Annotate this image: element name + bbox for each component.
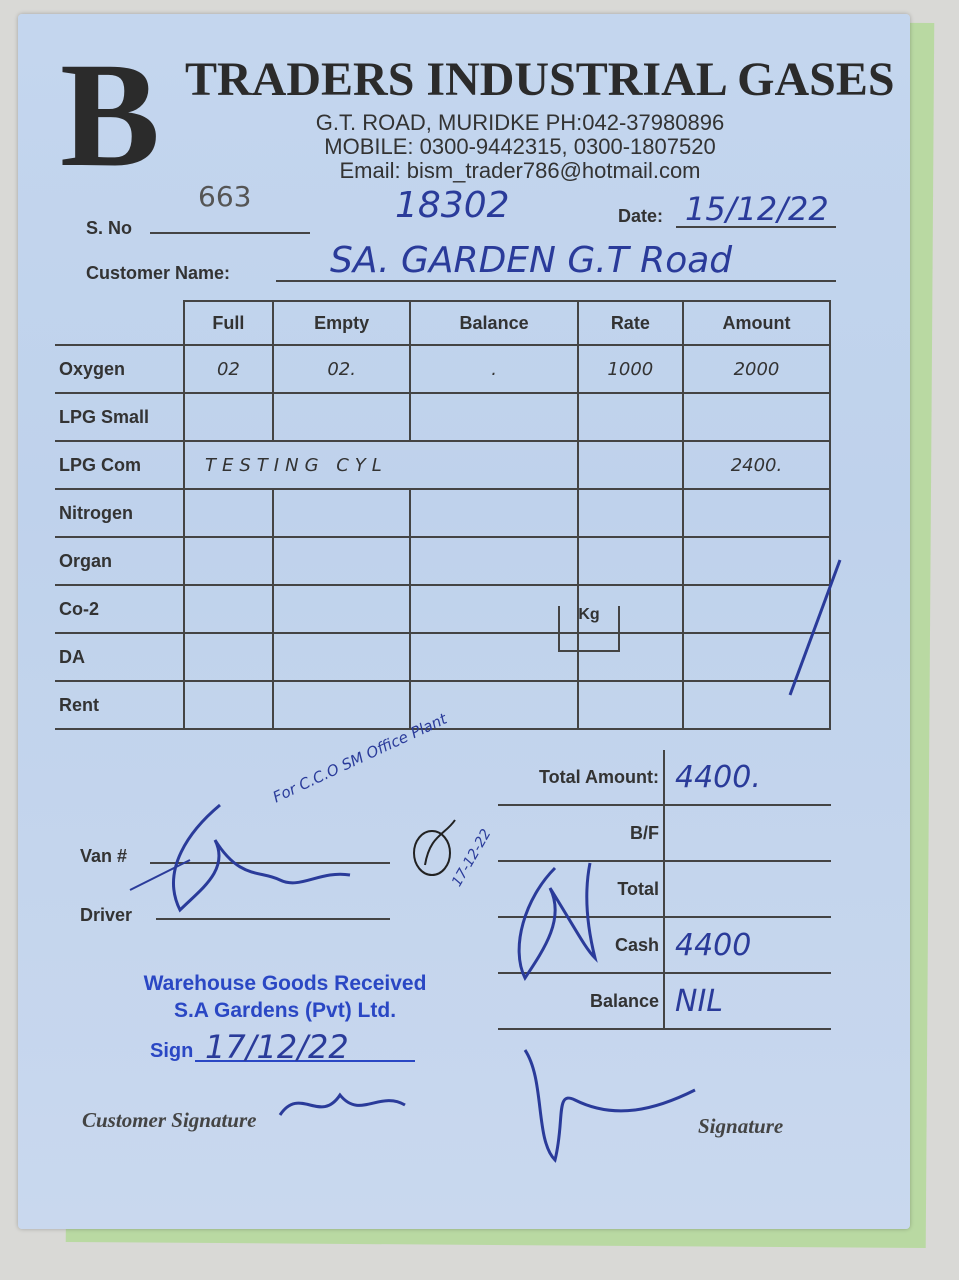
total-value — [664, 861, 831, 917]
gas-name: LPG Com — [55, 441, 184, 489]
total-amount-value: 4400. — [664, 750, 831, 805]
initial-signature — [410, 815, 470, 885]
cash-value: 4400 — [664, 917, 831, 973]
table-row — [55, 633, 830, 681]
rate-value — [578, 393, 683, 441]
full-value — [184, 633, 273, 681]
gas-name: Rent — [55, 681, 184, 729]
strike-mark — [780, 555, 850, 705]
table-row — [55, 441, 830, 489]
empty-value — [273, 489, 411, 537]
gas-name: Organ — [55, 537, 184, 585]
full-value — [184, 681, 273, 729]
bf-value — [664, 805, 831, 861]
total-amount-row — [498, 750, 831, 805]
table-row — [55, 393, 830, 441]
stamp-sign-label: Sign — [150, 1040, 194, 1062]
signature-label: Signature — [698, 1114, 784, 1138]
company-signature — [515, 1040, 715, 1170]
stamp-line2: S.A Gardens (Pvt) Ltd. — [173, 999, 397, 1022]
company-name: TRADERS INDUSTRIAL GASES — [185, 53, 895, 106]
customer-urdu-signature — [270, 1075, 420, 1135]
empty-value — [273, 585, 411, 633]
balance-value — [410, 585, 577, 633]
empty-value — [273, 537, 411, 585]
full-value — [184, 537, 273, 585]
header-corner — [55, 301, 184, 345]
office-note: For C.C.O SM Office Plant — [270, 709, 450, 807]
sno-line — [150, 232, 310, 234]
testing-note: TESTING CYL — [184, 441, 578, 489]
gas-name: Oxygen — [55, 345, 184, 393]
cash-label: Cash — [498, 917, 664, 973]
total-amount-label: Total Amount: — [498, 750, 664, 805]
balance-value — [410, 393, 577, 441]
company-email: Email: bism_trader786@hotmail.com — [339, 158, 701, 183]
balance-value: . — [410, 345, 577, 393]
rate-value — [578, 441, 683, 489]
empty-value: 02. — [273, 345, 411, 393]
full-value — [184, 585, 273, 633]
date-label: Date: — [618, 206, 664, 226]
logo-letter: B — [60, 32, 161, 198]
stamp-line1: Warehouse Goods Received — [143, 972, 427, 995]
header-full: Full — [184, 301, 273, 345]
receiver-signature — [505, 858, 605, 988]
table-row — [55, 585, 830, 633]
header-balance: Balance — [410, 301, 577, 345]
bf-row — [498, 805, 831, 861]
gas-table — [55, 300, 831, 730]
amount-value: 2400. — [683, 441, 830, 489]
gas-name: DA — [55, 633, 184, 681]
van-label: Van # — [80, 846, 128, 866]
warehouse-stamp — [125, 970, 445, 1024]
empty-value — [273, 681, 411, 729]
rate-value — [578, 489, 683, 537]
date-value: 15/12/22 — [685, 190, 829, 228]
full-value — [184, 489, 273, 537]
balance-value — [410, 537, 577, 585]
gas-name: LPG Small — [55, 393, 184, 441]
table-row — [55, 489, 830, 537]
table-row — [55, 537, 830, 585]
rate-value: 1000 — [578, 345, 683, 393]
balance-value — [410, 489, 577, 537]
full-value — [184, 393, 273, 441]
table-row — [55, 345, 830, 393]
full-value: 02 — [184, 345, 273, 393]
company-address: G.T. ROAD, MURIDKE PH:042-37980896 — [315, 110, 725, 135]
balance-value: NIL — [664, 973, 831, 1029]
customer-signature-label: Customer Signature — [82, 1108, 257, 1132]
rate-value — [578, 681, 683, 729]
total-label: Total — [498, 861, 664, 917]
empty-value — [273, 393, 411, 441]
driver-label: Driver — [80, 905, 133, 925]
driver-signature — [120, 800, 380, 930]
balance-label: Balance — [498, 973, 664, 1029]
gas-name: Co-2 — [55, 585, 184, 633]
printed-serial: 663 — [198, 180, 252, 213]
table-header-row — [55, 301, 830, 345]
header-empty: Empty — [273, 301, 411, 345]
amount-value — [683, 393, 830, 441]
gas-name: Nitrogen — [55, 489, 184, 537]
kg-box: Kg — [558, 606, 620, 652]
stamp-sign-date: 17/12/22 — [205, 1028, 349, 1066]
header-rate: Rate — [578, 301, 683, 345]
customer-label: Customer Name: — [86, 263, 231, 283]
empty-value — [273, 633, 411, 681]
sno-value: 18302 — [395, 185, 510, 226]
sno-label: S. No — [86, 218, 133, 238]
header-amount: Amount — [683, 301, 830, 345]
company-mobile: MOBILE: 0300-9442315, 0300-1807520 — [324, 134, 716, 159]
bf-label: B/F — [498, 805, 664, 861]
amount-value: 2000 — [683, 345, 830, 393]
rate-value — [578, 537, 683, 585]
amount-value — [683, 489, 830, 537]
customer-value: SA. GARDEN G.T Road — [330, 240, 733, 281]
balance-value — [410, 633, 577, 681]
initial-date: 17-12-22 — [448, 826, 495, 890]
